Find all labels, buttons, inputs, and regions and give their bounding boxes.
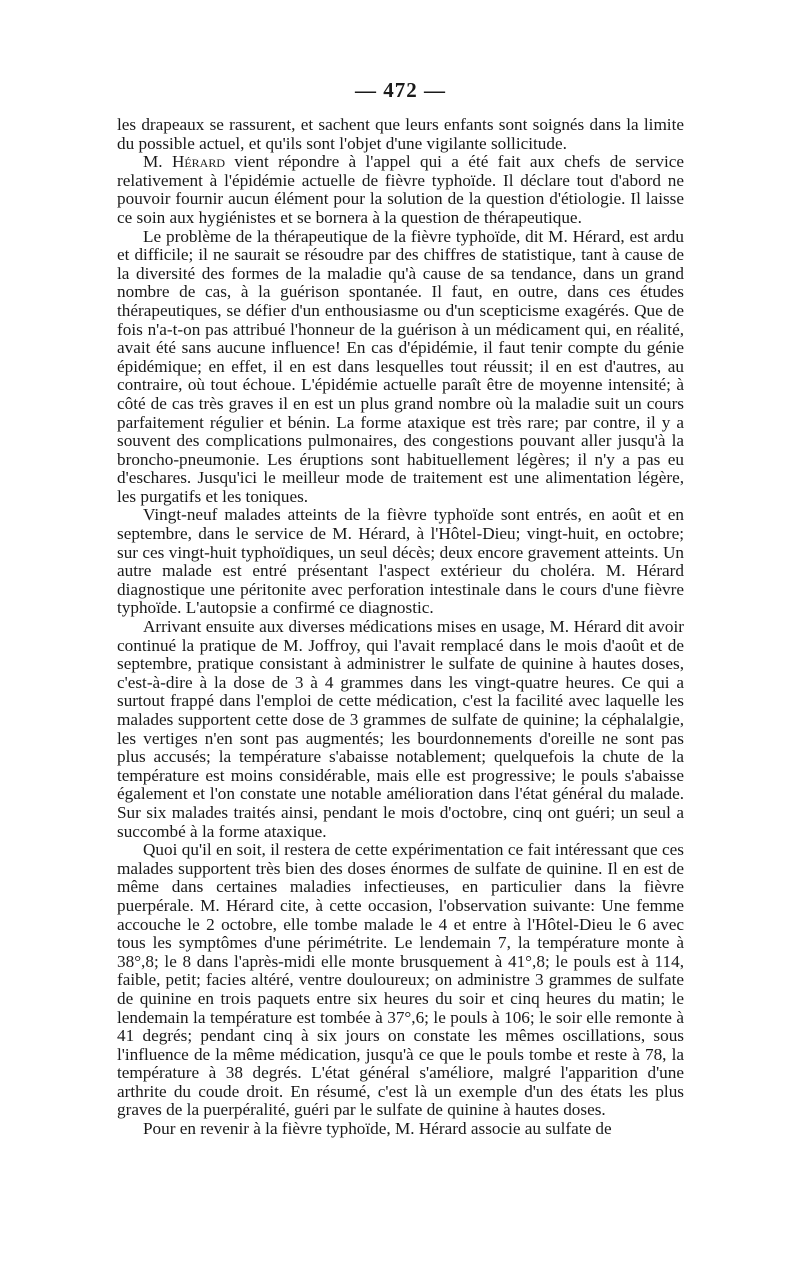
paragraph-text: Le problème de la thérapeutique de la fièvre typhoïde, dit M. Hérard, est ardu et difficile; il ne saurait se résoudre par des chiffres de statistique, tant à cause de la diversité des formes de la maladie qu'à cause de sa tendance, dans un grand nombre de cas, à la guérison spontanée. Il faut, en outre, dans ces études thérapeutiques, se défier d'un enthousiasme ou d'un scepticisme exagérés. Que de fois n'a-t-on pas attribué l'honneur de la guérison à un médicament qui, en réalité, avait été sans aucune influence! En cas d'épidémie, il faut tenir compte du génie épidémique; en effet, il en est dans lesquelles tout réussit; il en est d'autres, au contraire, où tout échoue. L'épidémie actuelle paraît être de moyenne intensité; à côté de cas très graves il en est un plus grand nombre où la maladie suit un cours parfaitement régulier et bénin. La forme ataxique est très rare; par contre, il y a souvent des complications pulmonaires, des congestions pouvant aller jusqu'à la broncho-pneumonie. Les éruptions sont habituellement légères; il n'y a pas eu d'eschares. Jusqu'ici le meilleur mode de traitement est une alimentation légère, les purgatifs et les toniques.	[117, 226, 684, 506]
paragraph-text: Vingt-neuf malades atteints de la fièvre typhoïde sont entrés, en août et en septembre, dans le service de M. Hérard, à l'Hôtel-Dieu; vingt-huit, en octobre; sur ces vingt-huit typhoïdiques, un seul décès; deux encore gravement atteints. Un autre malade est entré présentant l'aspect extérieur du choléra. M. Hérard diagnostique une péritonite avec perforation intestinale dans le cours d'une fièvre typhoïde. L'autopsie a confirmé ce diagnostic.	[117, 505, 684, 618]
paragraph	[117, 618, 684, 841]
author-name: Hérard	[171, 152, 226, 172]
paragraph	[117, 153, 684, 227]
paragraph	[117, 228, 684, 507]
paragraph-text: M.	[143, 152, 172, 172]
paragraph	[117, 116, 684, 153]
paragraph	[117, 841, 684, 1120]
paragraph-text: vient répondre à l'appel qui a été fait aux chefs de service relativement à l'épidémie actuelle de fièvre typhoïde. Il déclare tout d'abord ne pouvoir fournir aucun élément pour la solution de la question d'étiologie. Il laisse ce soin aux hygiénistes et se bornera à la question de thérapeutique.	[117, 152, 684, 227]
page-number: — 472 —	[355, 78, 446, 102]
paragraph-text: Arrivant ensuite aux diverses médications mises en usage, M. Hérard dit avoir continué la pratique de M. Joffroy, qui l'avait remplacé dans le mois d'août et de septembre, pratique consistant à administrer le sulfate de quinine à hautes doses, c'est-à-dire à la dose de 3 à 4 grammes dans les vingt-quatre heures. Ce qui a surtout frappé dans l'emploi de cette médication, c'est la facilité avec laquelle les malades supportent cette dose de 3 grammes de sulfate de quinine; la céphalalgie, les vertiges n'en sont pas augmentés; les bourdonnements d'oreille ne sont pas plus accusés; la température s'abaisse notablement; quelquefois la chute de la température est moins considérable, mais elle est progressive; le pouls s'abaisse également et l'on constate une notable amélioration dans l'état général du malade. Sur six malades traités ainsi, pendant le mois d'octobre, cinq ont guéri; un seul a succombé à la forme ataxique.	[117, 617, 684, 841]
body-text	[117, 116, 684, 1139]
paragraph-text: Quoi qu'il en soit, il restera de cette expérimentation ce fait intéressant que ces malades supportent très bien des doses énormes de sulfate de quinine. Il en est de même dans certaines maladies infectieuses, en particulier dans la fièvre puerpérale. M. Hérard cite, à cette occasion, l'observation suivante: Une femme accouche le 2 octobre, elle tombe malade le 4 et entre à l'Hôtel-Dieu le 6 avec tous les symptômes d'une périmétrite. Le lendemain 7, la température monte à 38°,8; le 8 dans l'après-midi elle monte brusquement à 41°,8; le pouls est à 114, faible, petit; facies altéré, ventre douloureux; on administre 3 grammes de sulfate de quinine en trois paquets entre six heures du soir et cinq heures du matin; le lendemain la température est tombée à 37°,6; le pouls à 106; le soir elle remonte à 41 degrés; pendant cinq à six jours on constate les mêmes oscillations, sous l'influence de la même médication, jusqu'à ce que le pouls tombe et reste à 78, la température à 38 degrés. L'état général s'améliore, malgré l'apparition d'une arthrite du coude droit. En résumé, c'est là un exemple d'un des états les plus graves de la puerpéralité, guéri par le sulfate de quinine à hautes doses.	[117, 840, 684, 1120]
paragraph	[117, 1120, 684, 1139]
paragraph	[117, 506, 684, 618]
paragraph-text: les drapeaux se rassurent, et sachent que leurs enfants sont soignés dans la limite du possible actuel, et qu'ils sont l'objet d'une vigilante sollicitude.	[117, 115, 684, 153]
paragraph-text: Pour en revenir à la fièvre typhoïde, M. Hérard associe au sulfate de	[143, 1119, 612, 1139]
